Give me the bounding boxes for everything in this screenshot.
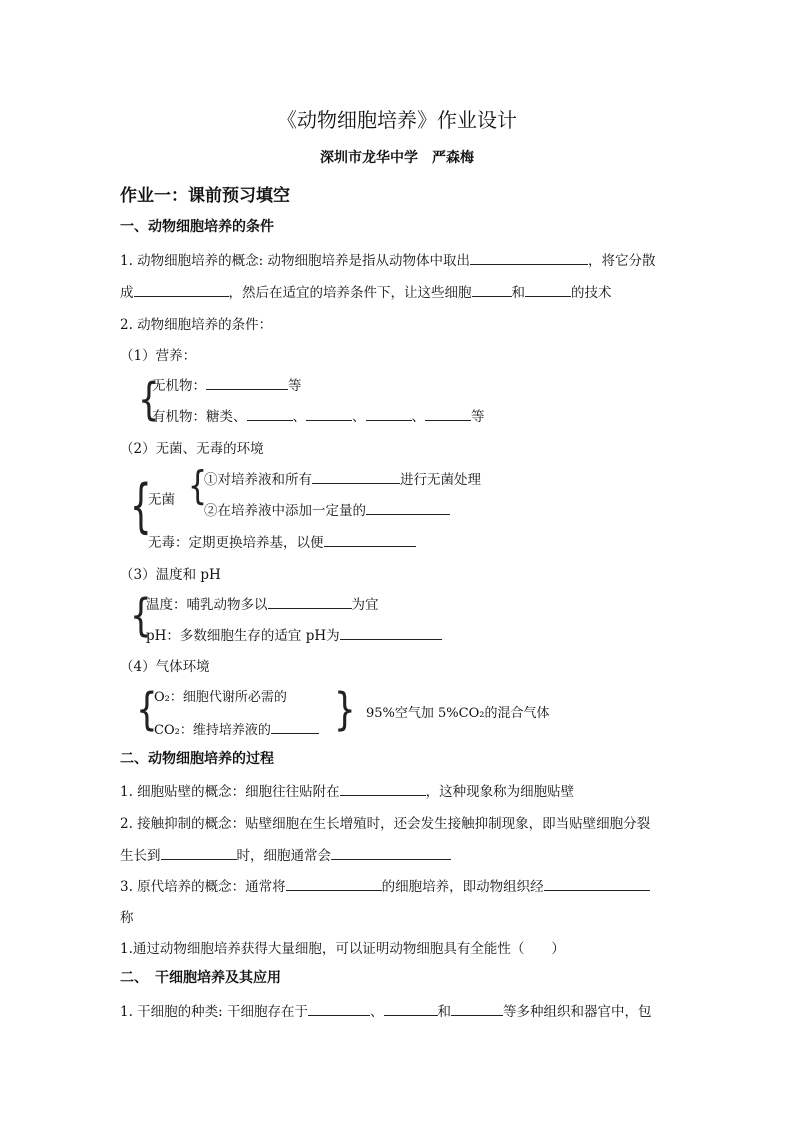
answer-blank[interactable] [451,1000,503,1016]
question-text: 等 [288,378,302,394]
subheading: （1）营养： [120,348,197,364]
section-heading: 一、动物细胞培养的条件 [120,219,274,235]
question-text: 等 [471,409,485,425]
answer-blank[interactable] [470,249,588,265]
question-text: pH：多数细胞生存的适宜 pH为 [146,628,340,644]
answer-blank[interactable] [312,468,400,484]
question-text: 无毒：定期更换培养基，以便 [148,535,324,551]
question-line [204,468,481,488]
question-text: CO₂：维持培养液的 [154,723,271,738]
question-line: 称 [120,910,134,926]
question-text: 和 [437,1004,452,1020]
author-line: 深圳市龙华中学 严森梅 [320,150,474,166]
subheading: （2）无菌、无毒的环境 [120,441,264,457]
question-text: 温度：哺乳动物多以 [146,597,268,613]
answer-blank[interactable] [134,281,229,297]
answer-blank[interactable] [472,281,512,297]
answer-blank[interactable] [306,405,352,421]
brace-icon: { [130,472,152,541]
section-heading: 二、动物细胞培养的过程 [120,751,274,767]
question-text: ，然后在适宜的培养条件下，让这些细胞 [228,285,472,301]
question-text: 1. 动物细胞培养的概念: 动物细胞培养是指从动物体中取出 [120,253,471,269]
question-text: 和 [511,285,525,301]
brace-icon: { [334,684,356,737]
question-text: ，将它分散 [588,253,656,269]
question-text: 、 [411,409,425,425]
answer-blank[interactable] [366,405,412,421]
answer-blank[interactable] [340,624,442,640]
answer-blank[interactable] [366,499,450,515]
question-line: O₂：细胞代谢所必需的 [154,690,287,705]
answer-blank[interactable] [206,374,288,390]
question-line [120,1000,652,1020]
answer-blank[interactable] [268,593,352,609]
answer-blank[interactable] [247,405,293,421]
homework-heading: 作业一：课前预习填空 [120,186,290,206]
brace-icon: { [138,374,160,427]
subheading: （3）温度和 pH [120,567,221,583]
question-text: 的技术 [571,285,612,301]
answer-blank[interactable] [340,780,426,796]
answer-blank[interactable] [525,281,571,297]
answer-blank[interactable] [161,844,237,860]
answer-blank[interactable] [384,1000,438,1016]
question-text: 成 [120,285,134,301]
answer-blank[interactable] [308,1000,370,1016]
question-line [120,780,574,800]
question-text: 有机物：糖类、 [152,409,247,425]
brace-icon: { [188,464,208,510]
answer-blank[interactable] [324,531,416,547]
question-text: 时，细胞通常会 [236,848,331,864]
gas-mixture-note: 95%空气加 5%CO₂的混合气体 [366,706,550,721]
answer-blank[interactable] [271,718,319,734]
answer-blank[interactable] [286,875,382,891]
question-text: 1. 细胞贴壁的概念：细胞往往贴附在 [120,784,340,800]
question-line [152,405,485,425]
question-text: 的细胞培养，即动物组织经 [381,879,544,895]
question-text: ①对培养液和所有 [204,472,312,488]
brace-icon: { [130,590,152,643]
question-line [148,531,416,551]
answer-blank[interactable] [425,405,471,421]
question-text: 等多种组织和器官中，包 [503,1004,652,1020]
question-text: ，这种现象称为细胞贴壁 [425,784,575,800]
section-heading: 二、 干细胞培养及其应用 [120,970,281,986]
subheading: （4）气体环境 [120,659,210,675]
question-text: 3. 原代培养的概念：通常将 [120,879,286,895]
question-text: 进行无菌处理 [400,472,481,488]
question-line [152,374,302,394]
brace-icon: { [136,684,158,737]
answer-blank[interactable] [331,844,451,860]
question-line [204,499,450,519]
question-text: 生长到 [120,848,161,864]
question-text: ②在培养液中添加一定量的 [204,503,366,519]
question-line: 2. 接触抑制的概念：贴壁细胞在生长增殖时，还会发生接触抑制现象，即当贴壁细胞分裂 [120,816,651,832]
answer-blank[interactable] [544,875,650,891]
page-title: 《动物细胞培养》作业设计 [277,108,517,132]
question-text: 1. 干细胞的种类: 干细胞存在于 [120,1004,309,1020]
question-text: 、 [292,409,306,425]
judgement-question: 1.通过动物细胞培养获得大量细胞，可以证明动物细胞具有全能性（ ） [120,941,565,957]
question-line [146,593,379,613]
label: 无菌 [148,492,175,508]
question-line [120,249,656,269]
question-line [120,875,650,895]
question-line [120,844,451,864]
question-line [154,718,319,738]
question-line [120,281,612,301]
question-text: 无机物： [152,378,206,394]
question-line: 2. 动物细胞培养的条件： [120,317,273,333]
question-line [146,624,442,644]
question-text: 、 [352,409,366,425]
question-text: 、 [370,1004,384,1020]
question-text: 为宜 [351,597,379,613]
